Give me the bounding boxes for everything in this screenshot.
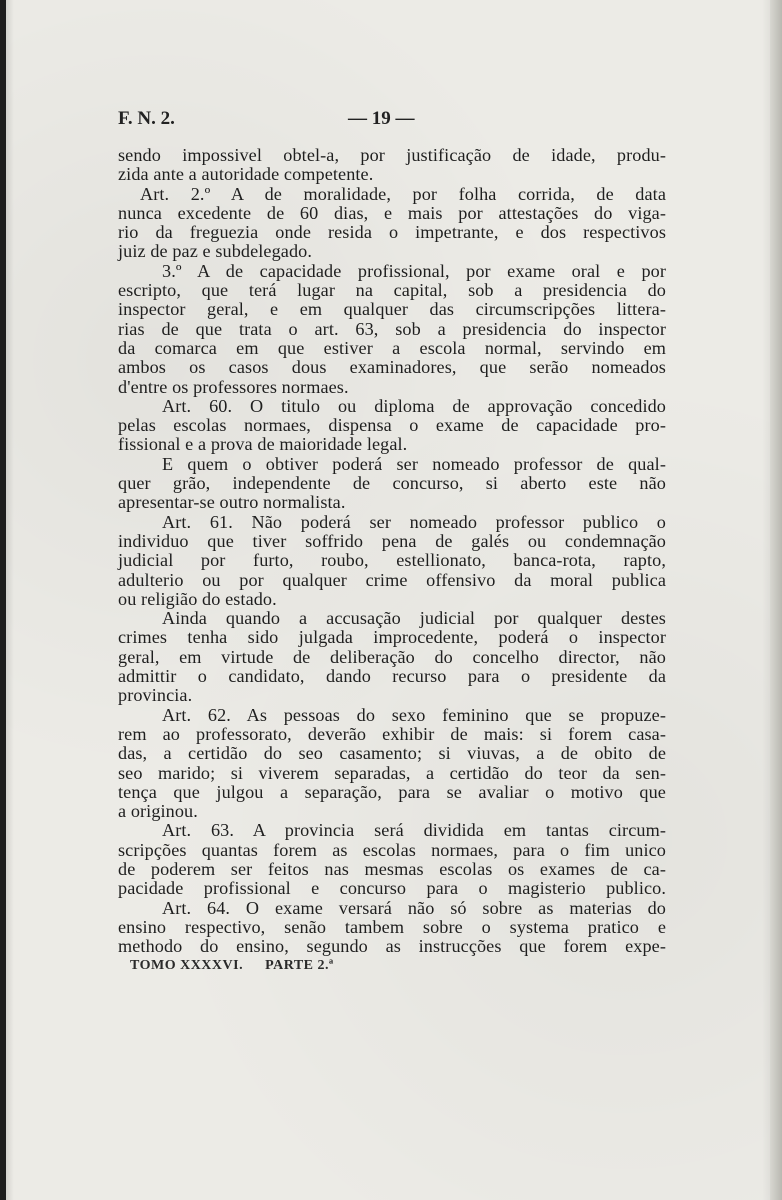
text-line: da comarca em que estiver a escola normal, servindo em [118, 337, 666, 358]
text-line: crimes tenha sido julgada improcedente, poderá o inspector [118, 627, 666, 648]
text-line: sendo impossivel obtel-a, por justificação de idade, produ- [118, 145, 666, 165]
text-line: a originou. [118, 801, 198, 822]
text-line: rias de que trata o art. 63, sob a presidencia do inspector [118, 318, 666, 339]
text-line: ensino respectivo, senão tambem sobre o systema pratico e [118, 916, 666, 937]
text-line: Art. 64. O exame versará não só sobre as materias do [162, 897, 666, 918]
page-header [118, 108, 666, 132]
text-line: de poderem ser feitos nas mesmas escolas os exames de ca- [118, 858, 666, 879]
text-line: Art. 61. Não poderá ser nomeado professor publico o [162, 511, 666, 532]
text-line: apresentar-se outro normalista. [118, 492, 346, 513]
text-line: pelas escolas normaes, dispensa o exame de capacidade pro- [118, 415, 666, 436]
text-line: ambos os casos dous examinadores, que serão nomeados [118, 357, 666, 378]
text-line: Ainda quando a accusação judicial por qualquer destes [162, 608, 666, 629]
text-line: judicial por furto, roubo, estellionato, banca-rota, rapto, [118, 550, 666, 571]
footer-volume: TOMO XXXXVI. [130, 958, 244, 973]
text-line: das, a certidão do seo casamento; si viuvas, a de obito de [118, 743, 666, 764]
text-line: methodo do ensino, segundo as instrucções que forem expe- [118, 936, 666, 957]
text-line: fissional e a prova de maioridade legal. [118, 434, 408, 455]
text-line: pacidade profissional e concurso para o magisterio publico. [118, 878, 666, 899]
text-line: admittir o candidato, dando recurso para o presidente da [118, 666, 666, 687]
text-line: provincia. [118, 685, 193, 706]
page-number: — 19 — [348, 108, 415, 129]
text-line: rem ao professorato, deverão exhibir de mais: si forem casa- [118, 723, 666, 744]
body-text [118, 146, 666, 956]
text-line: geral, em virtude de deliberação do concelho director, não [118, 646, 666, 667]
text-line: Art. 60. O titulo ou diploma de approvação concedido [162, 395, 666, 416]
text-line: 3.º A de capacidade profissional, por exame oral e por [162, 260, 666, 281]
text-line: E quem o obtiver poderá ser nomeado professor de qual- [162, 453, 666, 474]
page-footer [130, 958, 334, 974]
text-line: juiz de paz e subdelegado. [118, 241, 312, 262]
text-line: ou religião do estado. [118, 588, 277, 609]
page-edge [770, 0, 782, 1200]
text-line: escripto, que terá lugar na capital, sob a presidencia do [118, 280, 666, 301]
text-line: tença que julgou a separação, para se avaliar o motivo que [118, 781, 666, 802]
text-line: inspector geral, e em qualquer das circumscripções littera- [118, 299, 666, 320]
text-line: d'entre os professores normaes. [118, 376, 349, 397]
text-line: Art. 63. A provincia será dividida em tantas circum- [162, 820, 666, 841]
header-signature: F. N. 2. [118, 108, 175, 129]
text-line: scripções quantas forem as escolas normaes, para o fim unico [118, 839, 666, 860]
text-line: individuo que tiver soffrido pena de galés ou condemnação [118, 530, 666, 551]
text-line: nunca excedente de 60 dias, e mais por attestações do viga- [118, 202, 666, 223]
footer-part: PARTE 2.ª [265, 958, 334, 973]
text-line: zida ante a autoridade competente. [118, 164, 374, 185]
text-line: seo marido; si viverem separadas, a certidão do teor da sen- [118, 762, 666, 783]
text-line: Art. 2.º A de moralidade, por folha corrida, de data [140, 183, 666, 204]
book-spine-shadow [0, 0, 6, 1200]
text-line: quer grão, independente de concurso, si aberto este não [118, 473, 666, 494]
text-line: adulterio ou por qualquer crime offensivo da moral publica [118, 569, 666, 590]
text-line: Art. 62. As pessoas do sexo feminino que se propuze- [162, 704, 666, 725]
text-line: rio da freguezia onde resida o impetrante, e dos respectivos [118, 222, 666, 243]
